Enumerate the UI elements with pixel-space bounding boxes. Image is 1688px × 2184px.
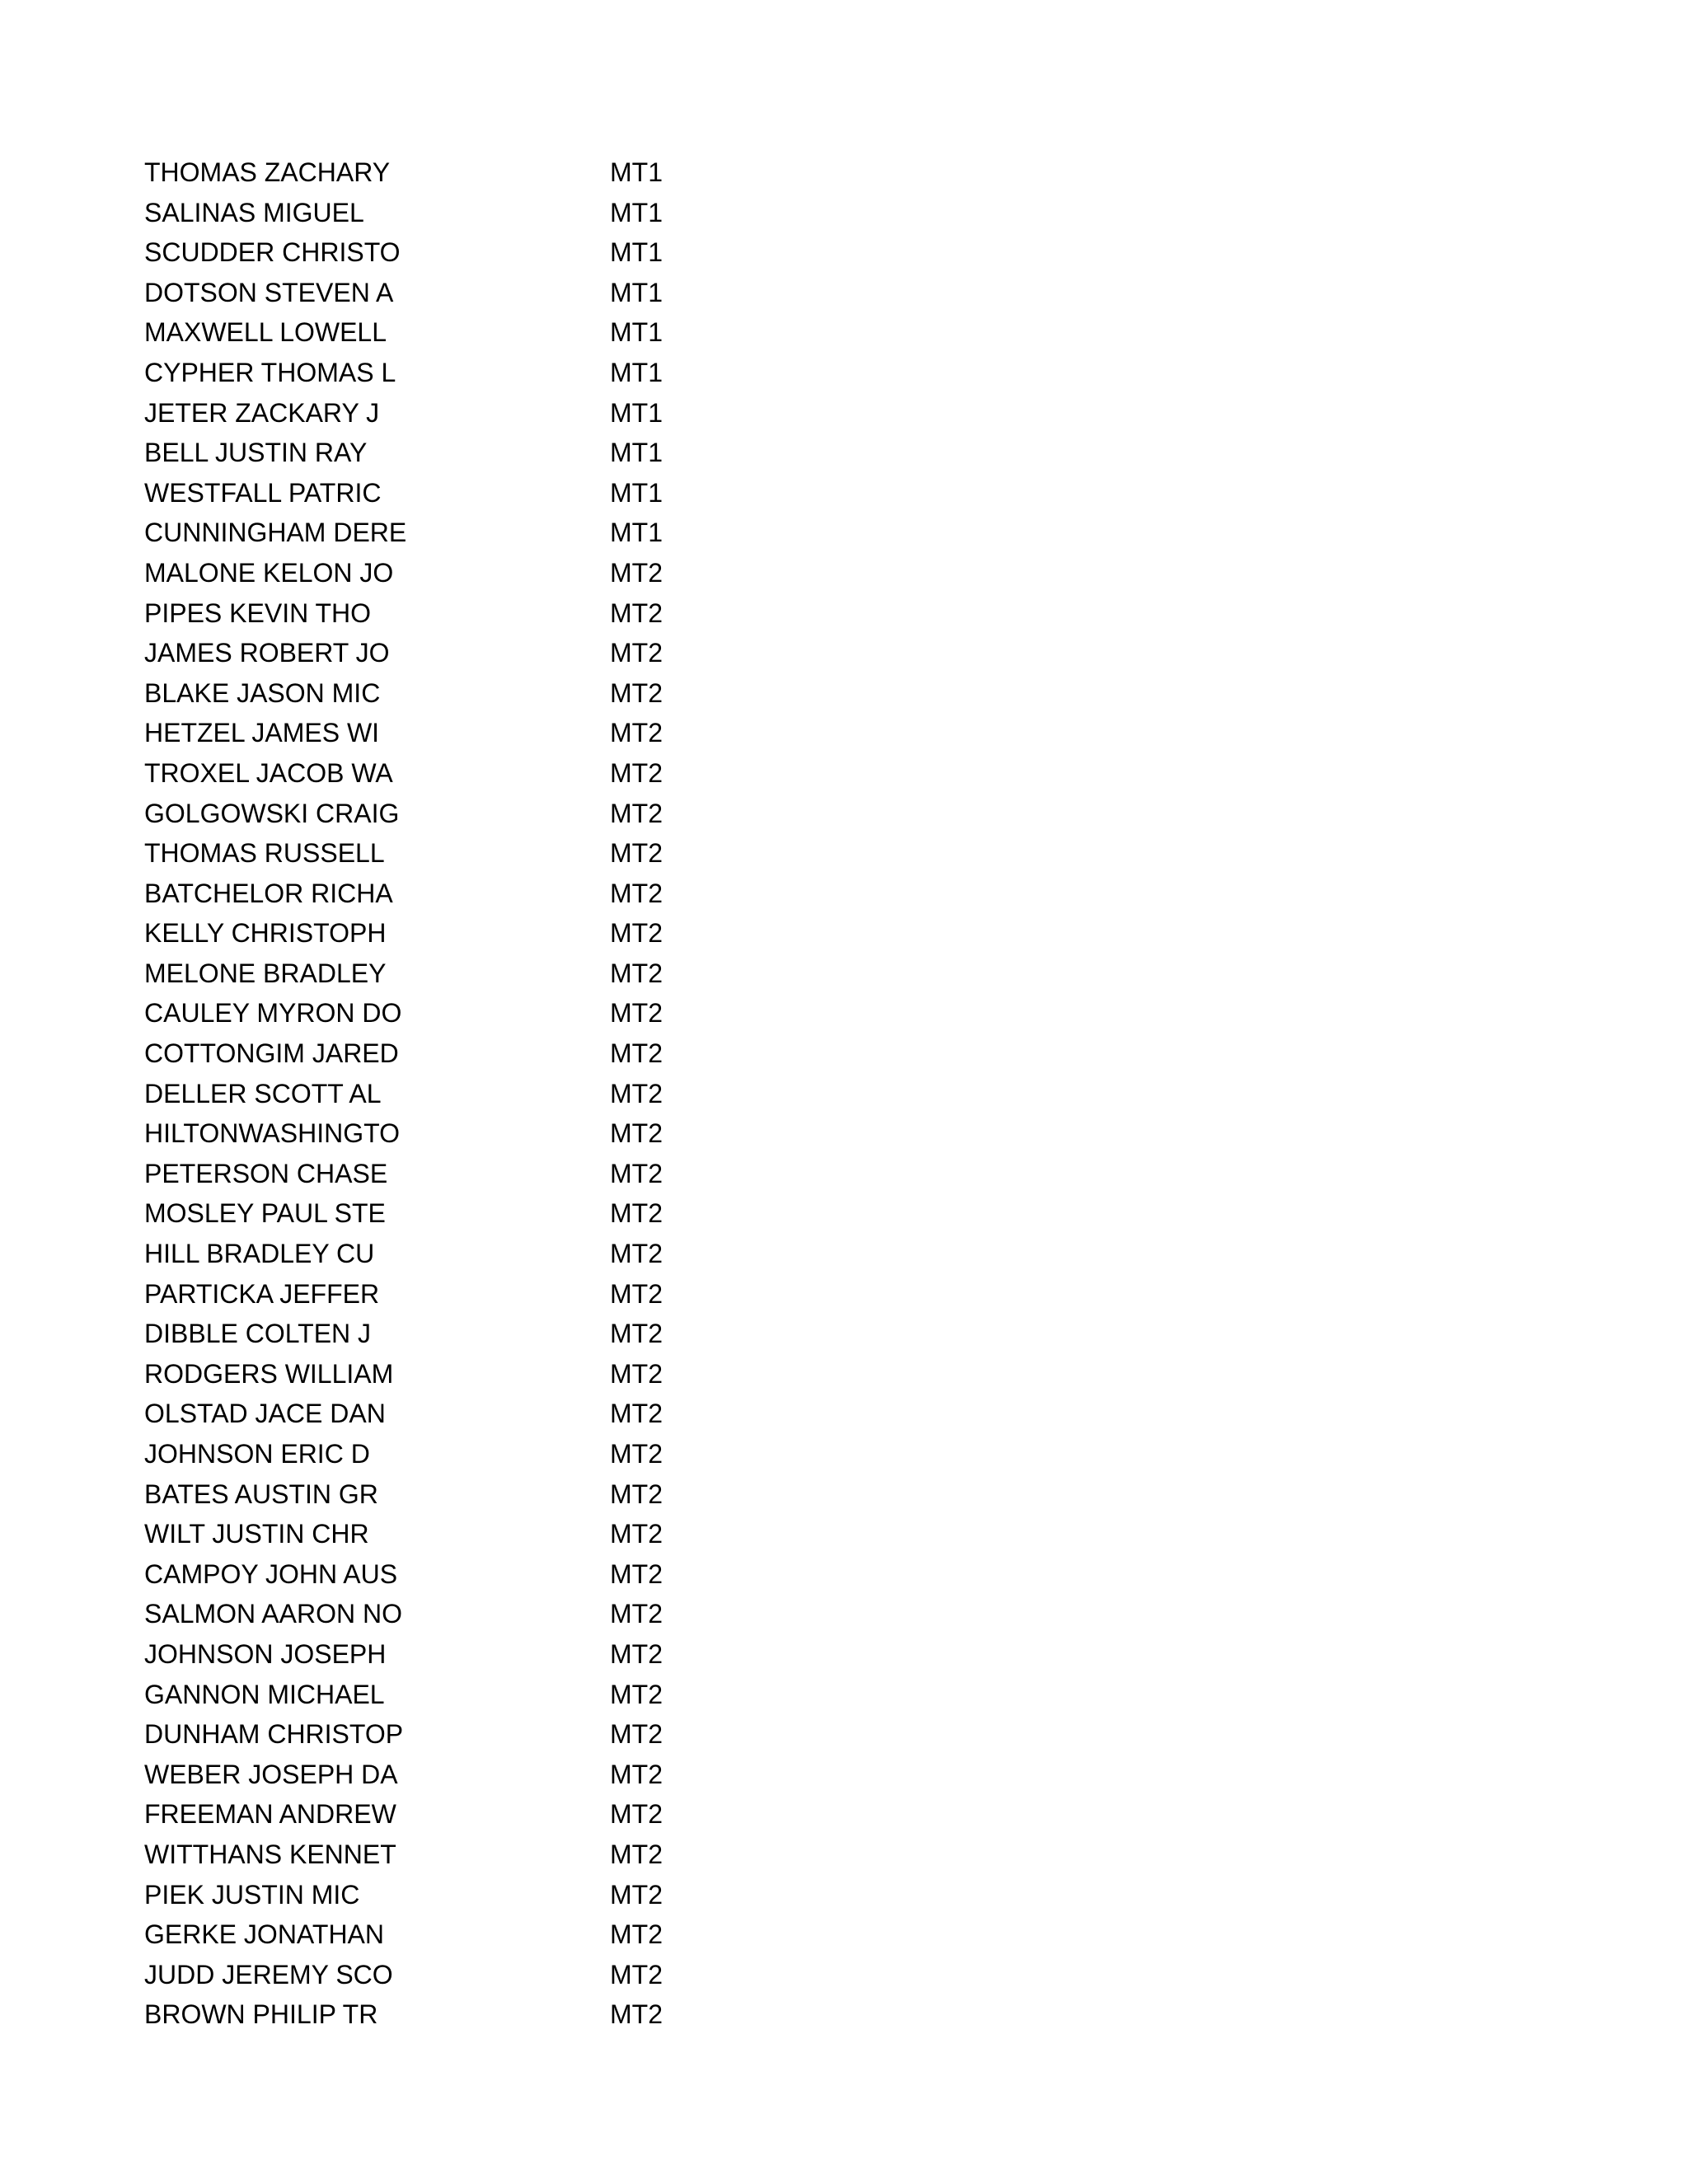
member-name: COTTONGIM JARED	[144, 1038, 399, 1069]
member-name: HILTONWASHINGTO	[144, 1118, 400, 1149]
roster-row	[144, 593, 709, 634]
member-grade: MT2	[610, 1278, 663, 1309]
member-grade: MT1	[610, 357, 663, 387]
member-grade: MT1	[610, 277, 663, 307]
member-name: OLSTAD JACE DAN	[144, 1399, 386, 1429]
roster-row	[144, 1835, 709, 1875]
roster-row	[144, 1354, 709, 1394]
member-grade: MT1	[610, 477, 663, 508]
member-name: GANNON MICHAEL	[144, 1679, 385, 1709]
member-name: DIBBLE COLTEN J	[144, 1319, 372, 1349]
member-name: SALINAS MIGUEL	[144, 197, 364, 227]
member-grade: MT2	[610, 1719, 663, 1750]
roster-row	[144, 1755, 709, 1795]
member-name: WITTHANS KENNET	[144, 1839, 396, 1869]
member-grade: MT1	[610, 197, 663, 227]
roster-row	[144, 1875, 709, 1915]
roster-row	[144, 753, 709, 794]
member-grade: MT2	[610, 1399, 663, 1429]
member-name: THOMAS ZACHARY	[144, 157, 391, 187]
member-grade: MT2	[610, 1078, 663, 1108]
roster-row	[144, 993, 709, 1033]
member-grade: MT2	[610, 838, 663, 869]
roster-row	[144, 954, 709, 994]
roster-row	[144, 1154, 709, 1194]
roster-row	[144, 553, 709, 593]
member-name: BATES AUSTIN GR	[144, 1479, 378, 1509]
member-name: BELL JUSTIN RAY	[144, 438, 368, 468]
member-grade: MT2	[610, 1799, 663, 1830]
roster-row	[144, 1514, 709, 1554]
roster-row	[144, 1033, 709, 1074]
roster-row	[144, 1594, 709, 1634]
roster-row	[144, 393, 709, 434]
roster-list	[144, 152, 709, 2035]
roster-row	[144, 193, 709, 233]
roster-row	[144, 794, 709, 834]
roster-row	[144, 1714, 709, 1755]
member-grade: MT2	[610, 1519, 663, 1549]
member-name: DOTSON STEVEN A	[144, 277, 394, 307]
member-name: JAMES ROBERT JO	[144, 638, 390, 668]
member-name: TROXEL JACOB WA	[144, 757, 393, 788]
roster-row	[144, 1675, 709, 1715]
member-grade: MT2	[610, 1038, 663, 1069]
member-grade: MT1	[610, 397, 663, 428]
member-name: KELLY CHRISTOPH	[144, 918, 387, 949]
member-name: CUNNINGHAM DERE	[144, 518, 407, 548]
member-name: RODGERS WILLIAM	[144, 1358, 394, 1389]
member-name: PETERSON CHASE	[144, 1158, 388, 1188]
member-name: SALMON AARON NO	[144, 1599, 402, 1629]
member-grade: MT2	[610, 718, 663, 748]
roster-row	[144, 633, 709, 673]
member-grade: MT2	[610, 1599, 663, 1629]
member-name: JOHNSON JOSEPH	[144, 1638, 387, 1669]
roster-row	[144, 1074, 709, 1114]
roster-row	[144, 232, 709, 273]
roster-row	[144, 1994, 709, 2035]
member-grade: MT2	[610, 1679, 663, 1709]
roster-row	[144, 833, 709, 874]
member-name: PIPES KEVIN THO	[144, 598, 372, 628]
roster-row	[144, 1314, 709, 1354]
member-grade: MT2	[610, 958, 663, 988]
member-name: CAULEY MYRON DO	[144, 998, 402, 1029]
member-name: BLAKE JASON MIC	[144, 677, 381, 708]
member-name: GERKE JONATHAN	[144, 1919, 384, 1950]
roster-row	[144, 273, 709, 313]
member-grade: MT2	[610, 998, 663, 1029]
member-grade: MT2	[610, 1439, 663, 1469]
member-name: JETER ZACKARY J	[144, 397, 380, 428]
roster-row	[144, 353, 709, 393]
roster-row	[144, 1234, 709, 1274]
member-name: WESTFALL PATRIC	[144, 477, 382, 508]
roster-row	[144, 312, 709, 353]
member-name: CAMPOY JOHN AUS	[144, 1558, 398, 1589]
member-name: WEBER JOSEPH DA	[144, 1759, 398, 1789]
member-name: GOLGOWSKI CRAIG	[144, 798, 400, 828]
roster-row	[144, 1434, 709, 1474]
member-name: DELLER SCOTT AL	[144, 1078, 382, 1108]
member-name: THOMAS RUSSELL	[144, 838, 385, 869]
member-grade: MT2	[610, 1319, 663, 1349]
member-name: CYPHER THOMAS L	[144, 357, 396, 387]
roster-row	[144, 1794, 709, 1835]
member-grade: MT2	[610, 638, 663, 668]
member-grade: MT2	[610, 1638, 663, 1669]
member-grade: MT2	[610, 1479, 663, 1509]
member-grade: MT2	[610, 1558, 663, 1589]
roster-row	[144, 713, 709, 753]
member-grade: MT2	[610, 1999, 663, 2030]
member-name: WILT JUSTIN CHR	[144, 1519, 369, 1549]
member-grade: MT2	[610, 1118, 663, 1149]
member-grade: MT2	[610, 1919, 663, 1950]
member-grade: MT2	[610, 798, 663, 828]
member-name: PIEK JUSTIN MIC	[144, 1879, 360, 1910]
member-grade: MT2	[610, 1959, 663, 1990]
roster-row	[144, 673, 709, 714]
roster-row	[144, 1915, 709, 1955]
member-grade: MT1	[610, 237, 663, 268]
member-name: MAXWELL LOWELL	[144, 317, 387, 348]
member-grade: MT1	[610, 438, 663, 468]
member-name: HETZEL JAMES WI	[144, 718, 380, 748]
member-name: JOHNSON ERIC D	[144, 1439, 370, 1469]
roster-row	[144, 913, 709, 954]
member-name: DUNHAM CHRISTOP	[144, 1719, 404, 1750]
roster-row	[144, 1394, 709, 1434]
member-name: MALONE KELON JO	[144, 557, 394, 588]
member-name: HILL BRADLEY CU	[144, 1239, 375, 1269]
roster-row	[144, 1274, 709, 1315]
member-name: JUDD JEREMY SCO	[144, 1959, 393, 1990]
roster-row	[144, 513, 709, 553]
roster-row	[144, 874, 709, 914]
roster-row	[144, 1113, 709, 1154]
member-grade: MT2	[610, 1198, 663, 1229]
member-grade: MT1	[610, 317, 663, 348]
roster-row	[144, 1955, 709, 1995]
roster-row	[144, 1474, 709, 1515]
member-grade: MT2	[610, 757, 663, 788]
member-grade: MT2	[610, 1759, 663, 1789]
member-grade: MT2	[610, 598, 663, 628]
member-grade: MT2	[610, 1158, 663, 1188]
member-grade: MT1	[610, 518, 663, 548]
member-grade: MT2	[610, 1239, 663, 1269]
member-name: PARTICKA JEFFER	[144, 1278, 380, 1309]
member-name: BROWN PHILIP TR	[144, 1999, 378, 2030]
member-grade: MT2	[610, 918, 663, 949]
roster-row	[144, 473, 709, 513]
member-grade: MT2	[610, 677, 663, 708]
member-grade: MT2	[610, 557, 663, 588]
roster-row	[144, 152, 709, 193]
member-name: FREEMAN ANDREW	[144, 1799, 396, 1830]
member-grade: MT1	[610, 157, 663, 187]
roster-row	[144, 1193, 709, 1234]
member-name: BATCHELOR RICHA	[144, 878, 393, 908]
member-grade: MT2	[610, 1879, 663, 1910]
roster-row	[144, 1554, 709, 1595]
roster-row	[144, 433, 709, 473]
member-name: MOSLEY PAUL STE	[144, 1198, 386, 1229]
member-name: SCUDDER CHRISTO	[144, 237, 401, 268]
member-grade: MT2	[610, 1839, 663, 1869]
roster-row	[144, 1634, 709, 1675]
member-name: MELONE BRADLEY	[144, 958, 387, 988]
member-grade: MT2	[610, 1358, 663, 1389]
member-grade: MT2	[610, 878, 663, 908]
